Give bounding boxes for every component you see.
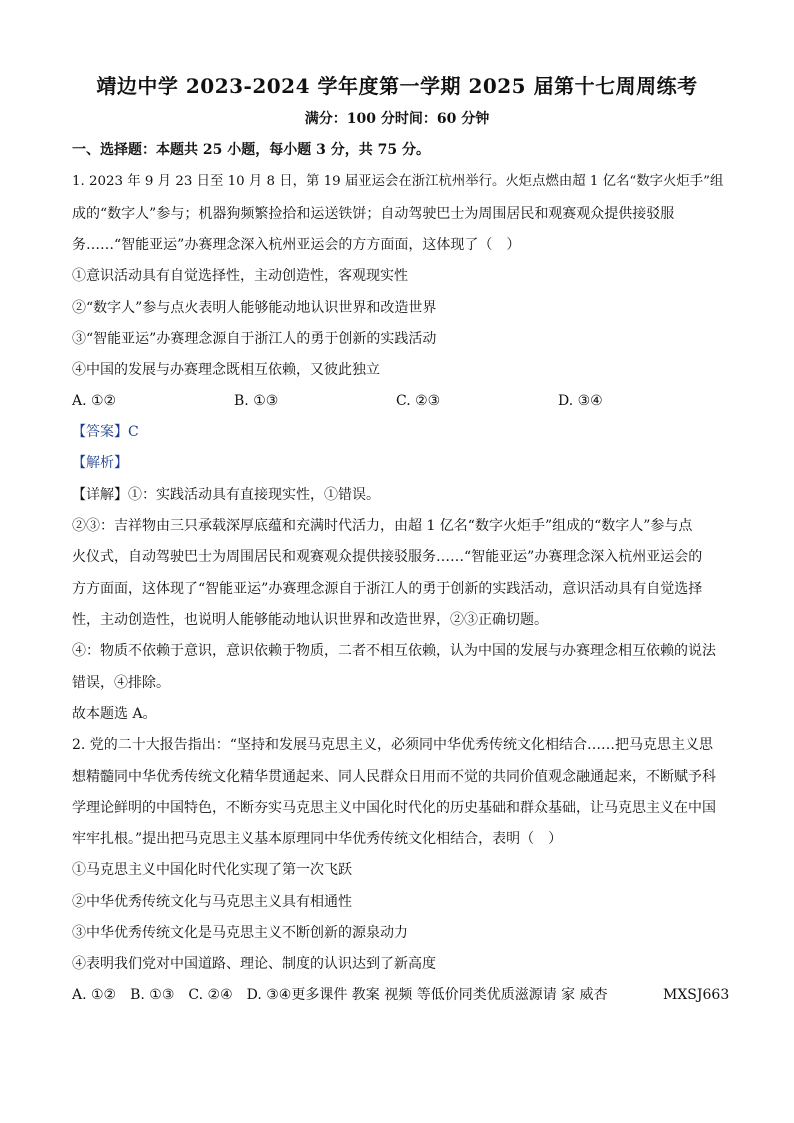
q2-options-line: A. ①② B. ①③ C. ②④ D. ③④更多课件 教案 视频 等低价同类优质滋源请 家 威杏 (72, 987, 608, 1003)
q1-analysis-line: 错误，④排除。 (72, 675, 170, 691)
q1-option-b: B. ①③ (234, 393, 279, 409)
q2-item: ②中华优秀传统文化与马克思主义具有相通性 (72, 894, 352, 910)
q2-stem-line: 2. 党的二十大报告指出：“坚持和发展马克思主义，必须同中华优秀传统文化相结合……把马克思主义思 (72, 737, 713, 753)
q2-item: ①马克思主义中国化时代化实现了第一次飞跃 (72, 862, 352, 878)
q1-analysis-tag: 【解析】 (72, 455, 128, 471)
q2-stem-line: 想精髓同中华优秀传统文化精华贯通起来、同人民群众日用而不觉的共同价值观念融通起来，不断赋予科 (72, 769, 716, 785)
q1-analysis-line: 性，主动创造性，也说明人能够能动地认识世界和改造世界，②③正确切题。 (72, 612, 548, 628)
q1-stem-line: 务……“智能亚运”办赛理念深入杭州亚运会的方方面面，这体现了（ ） (72, 237, 521, 253)
q2-stem-line: 学理论鲜明的中国特色，不断夯实马克思主义中国化时代化的历史基础和群众基础，让马克思主义在中国 (72, 800, 716, 816)
section-heading: 一、选择题：本题共 25 小题，每小题 3 分，共 75 分。 (72, 142, 430, 158)
q1-stem-line: 成的“数字人”参与；机器狗频繁捡拾和运送铁饼；自动驾驶巴士为周围居民和观赛观众提供接驳服 (72, 206, 675, 222)
q1-analysis-line: ④：物质不依赖于意识，意识依赖于物质，二者不相互依赖，认为中国的发展与办赛理念相互依赖的说法 (72, 643, 716, 659)
q1-item: ②“数字人”参与点火表明人能够能动地认识世界和改造世界 (72, 300, 437, 316)
q1-item: ①意识活动具有自觉选择性，主动创造性，客观现实性 (72, 268, 408, 284)
q1-analysis-line: ②③：吉祥物由三只承载深厚底蕴和充满时代活力，由超 1 亿名“数字火炬手”组成的“数字人”参与点 (72, 518, 693, 534)
q1-analysis-line: 方方面面，这体现了“智能亚运”办赛理念源自于浙江人的勇于创新的实践活动，意识活动具有自觉选择 (72, 581, 703, 597)
q1-item: ④中国的发展与办赛理念既相互依赖，又彼此独立 (72, 362, 380, 378)
q2-item: ③中华优秀传统文化是马克思主义不断创新的源泉动力 (72, 925, 408, 941)
q1-option-d: D. ③④ (558, 393, 603, 409)
page-title: 靖边中学 2023-2024 学年度第一学期 2025 届第十七周周练考 (96, 74, 698, 98)
q1-option-c: C. ②③ (396, 393, 441, 409)
q2-item: ④表明我们党对中国道路、理论、制度的认识达到了新高度 (72, 956, 436, 972)
q1-stem-line: 1. 2023 年 9 月 23 日至 10 月 8 日，第 19 届亚运会在浙江杭州举行。火炬点燃由超 1 亿名“数字火炬手”组 (72, 174, 724, 189)
q1-answer: 【答案】C (72, 424, 139, 440)
exam-info: 满分：100 分时间：60 分钟 (304, 111, 490, 127)
q1-analysis-line: 【详解】①：实践活动具有直接现实性，①错误。 (72, 487, 380, 503)
q1-analysis-line: 火仪式，自动驾驶巴士为周围居民和观赛观众提供接驳服务……“智能亚运”办赛理念深入杭州亚运会的 (72, 549, 703, 565)
q1-conclusion: 故本题选 A。 (72, 706, 157, 722)
q1-item: ③“智能亚运”办赛理念源自于浙江人的勇于创新的实践活动 (72, 331, 437, 347)
q2-stem-line: 牢牢扎根。”提出把马克思主义基本原理同中华优秀传统文化相结合，表明（ ） (72, 831, 563, 847)
q1-option-a: A. ①② (72, 393, 117, 409)
watermark-code: MXSJ663 (663, 987, 730, 1003)
